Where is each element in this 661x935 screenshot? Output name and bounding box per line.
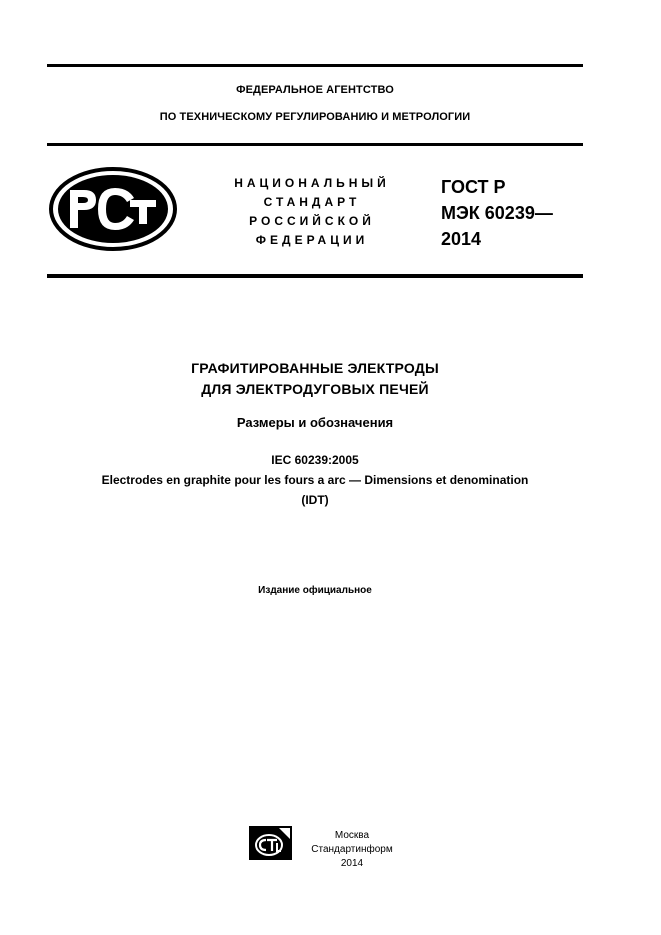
agency-line-2: ПО ТЕХНИЧЕСКОМУ РЕГУЛИРОВАНИЮ И МЕТРОЛОГИИ	[159, 111, 471, 123]
agency-line-1: ФЕДЕРАЛЬНОЕ АГЕНТСТВО	[236, 84, 394, 96]
standard-type-line: РОССИЙСКОЙ	[249, 214, 375, 228]
pct-emblem-icon	[48, 166, 178, 252]
iec-french-title: Electrodes en graphite pour les fours a arc — Dimensions et denomination	[101, 473, 529, 487]
title-line: ГРАФИТИРОВАННЫЕ ЭЛЕКТРОДЫ	[191, 360, 439, 376]
publisher-year: 2014	[340, 858, 364, 869]
publisher-name: Стандартинформ	[311, 844, 393, 855]
standartinform-logo-icon	[249, 826, 292, 860]
publisher-block	[300, 829, 404, 871]
middle-rule	[47, 143, 583, 146]
standard-type-line: НАЦИОНАЛЬНЫЙ	[234, 176, 390, 190]
title-line: ДЛЯ ЭЛЕКТРОДУГОВЫХ ПЕЧЕЙ	[201, 381, 429, 397]
iec-equivalence: (IDT)	[301, 493, 329, 507]
standard-designation	[441, 174, 553, 252]
standard-type-line: ФЕДЕРАЦИИ	[255, 233, 369, 247]
bottom-rule	[47, 274, 583, 278]
iec-reference: IEC 60239:2005	[271, 453, 359, 467]
designation-line: МЭК 60239—	[441, 203, 553, 223]
designation-line: 2014	[441, 229, 482, 249]
designation-line: ГОСТ Р	[441, 177, 506, 197]
publisher-city: Москва	[334, 830, 370, 841]
top-rule	[47, 64, 583, 67]
document-subtitle: Размеры и обозначения	[236, 415, 394, 430]
standard-type-line: СТАНДАРТ	[263, 195, 361, 209]
standard-type	[212, 174, 412, 250]
document-title	[47, 358, 583, 400]
iec-reference-block	[20, 450, 610, 510]
edition-label: Издание официальное	[258, 585, 372, 596]
